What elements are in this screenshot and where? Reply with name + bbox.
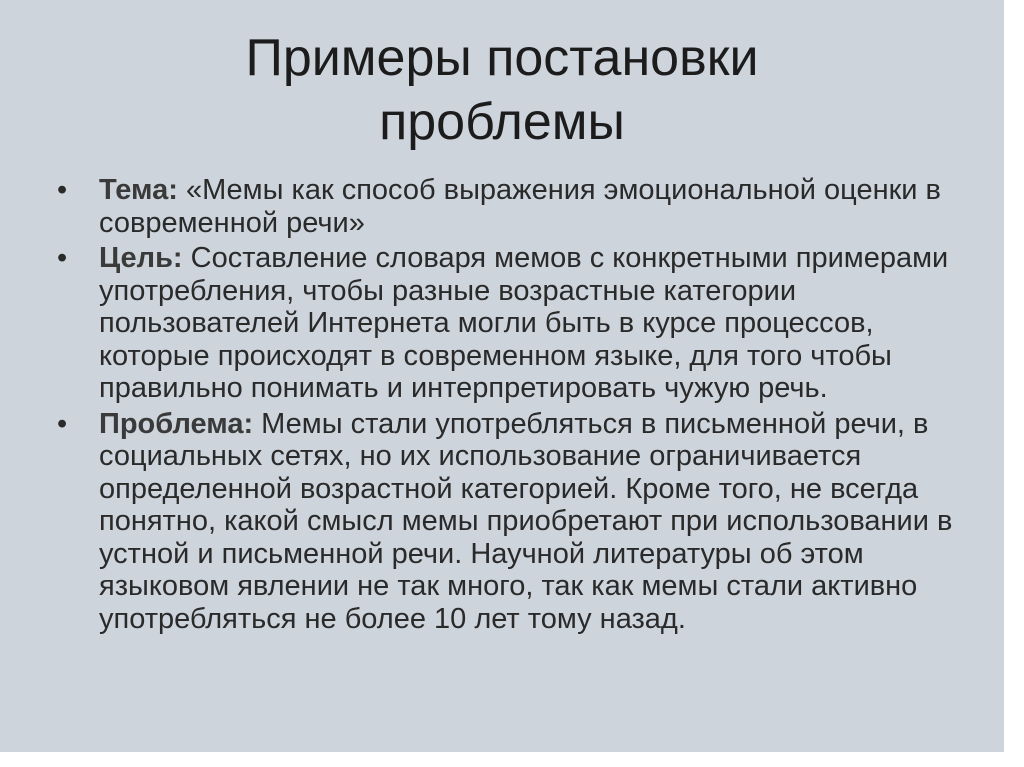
page-margin-right — [1004, 0, 1024, 767]
bullet-item-problem — [55, 408, 955, 636]
bullet-icon: • — [57, 407, 68, 440]
title-line-1: Примеры постановки — [245, 29, 759, 87]
goal-label: Цель: — [99, 242, 191, 274]
problem-label: Проблема: — [99, 407, 262, 440]
slide-title — [0, 26, 1004, 154]
topic-label: Тема: — [99, 174, 186, 206]
bullet-item-goal — [55, 242, 955, 405]
goal-text: Составление словаря мемов с конкретными примерами употребления, чтобы разные возрастные категории пользователей Интернета могли быть в курсе процессов, которые происходят в современном языке, для того чтобы правильно понимать и интерпретировать чужую речь. — [99, 242, 949, 404]
title-line-2: проблемы — [379, 93, 625, 151]
bullet-list — [55, 174, 955, 638]
bullet-icon: • — [57, 242, 68, 274]
bullet-item-topic — [55, 174, 955, 239]
problem-text: Мемы стали употребляться в письменной речи, в социальных сетях, но их использование ограничивается определенной возрастной категорией. Кроме того, не всегда понятно, какой смысл мемы приобретают при использовании в устной и письменной речи. Научной литературы об этом языковом явлении не так много, так как мемы стали активно употребляться не более 10 лет тому назад. — [99, 407, 953, 635]
page-margin-bottom — [0, 752, 1024, 767]
topic-text: «Мемы как способ выражения эмоциональной оценки в современной речи» — [99, 174, 941, 239]
bullet-icon: • — [57, 174, 68, 206]
